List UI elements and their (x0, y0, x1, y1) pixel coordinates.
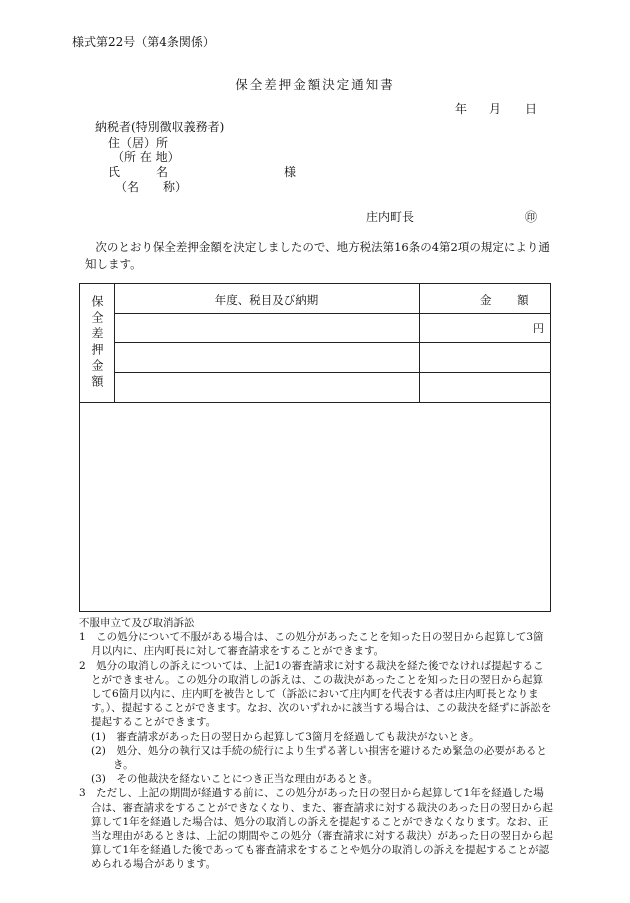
appeal-heading: 不服申立て及び取消訴訟 (79, 617, 195, 629)
table-divider (419, 284, 420, 402)
appeal-sub-item-2: (2) 処分、処分の執行又は手続の続行により生ずる著しい損害を避けるため緊急の必要があるとき。 (91, 744, 547, 772)
name-label: 氏 名 (108, 165, 169, 179)
table-divider (114, 342, 551, 343)
appeal-item-3: 3 ただし、上記の期間が経過する前に、この処分があった日の翌日から起算して1年を経過した場合は、審査請求をすることができなくなり、また、審査請求に対する裁決のあった日の翌日から起算して1年を経過した場合は、処分の取消しの訴えを提起することができなくなります。なお、正当な理由があるときは、上記の期間やこの処分（審査請求に対する裁決）があった日の翌日から起算して1年を経過した後であっても審査請求をすることや処分の取消しの訴えを提起することが認められる場合があります。 (79, 787, 553, 871)
appeal-item-2: 2 処分の取消しの訴えについては、上記1の審査請求に対する裁決を経た後でなければ提起することができません。この処分の取消しの訴えは、この裁決があったことを知った日の翌日から起算して6箇月以内に、庄内町を被告として（訴訟において庄内町を代表する者は庄内町長となります。）、提起することができます。なお、次のいずれかに該当する場合は、この裁決を経ずに訴訟を提起することができます。 (79, 659, 552, 729)
table-vertical-label (80, 284, 114, 402)
honorific-label: 様 (284, 165, 297, 179)
notice-paragraph: 次のとおり保全差押金額を決定しましたので、地方税法第16条の4第2項の規定により通知します。 (85, 240, 550, 271)
date-day-label: 日 (525, 102, 538, 116)
form-number: 様式第22号（第4条関係） (72, 35, 215, 49)
date-month-label: 月 (489, 102, 502, 116)
taxpayer-heading: 納税者(特別徴収義務者) (95, 120, 225, 134)
sender-label: 庄内町長 (366, 210, 415, 224)
table-divider (80, 402, 551, 403)
column-header-year: 年度、税目及び納期 (214, 293, 319, 307)
document-title: 保全差押金額決定通知書 (235, 77, 395, 92)
name-sub-label: （名 称） (115, 180, 188, 194)
location-label: （所 在 地） (112, 150, 180, 164)
appeal-item-1: 1 この処分について不服がある場合は、この処分があったことを知った日の翌日から起算して3箇月以内に、庄内町長に対して審査請求をすることができます。 (79, 631, 544, 658)
address-label: 住（居）所 (108, 136, 169, 150)
yen-unit: 円 (533, 322, 544, 335)
amount-table (79, 283, 551, 612)
table-vertical-label-text: 保全差押金額 (90, 295, 104, 391)
table-divider (114, 372, 551, 373)
date-year-label: 年 (455, 102, 468, 116)
column-header-amount: 金 額 (480, 293, 529, 307)
appeal-sub-item-3: (3) その他裁決を経ないことにつき正当な理由があるとき。 (91, 773, 379, 786)
appeal-sub-item-1: (1) 審査請求があった日の翌日から起算して3箇月を経過しても裁決がないとき。 (91, 730, 480, 743)
table-divider (114, 313, 551, 314)
seal-mark: ㊞ (525, 210, 538, 224)
appeal-section (79, 616, 553, 872)
